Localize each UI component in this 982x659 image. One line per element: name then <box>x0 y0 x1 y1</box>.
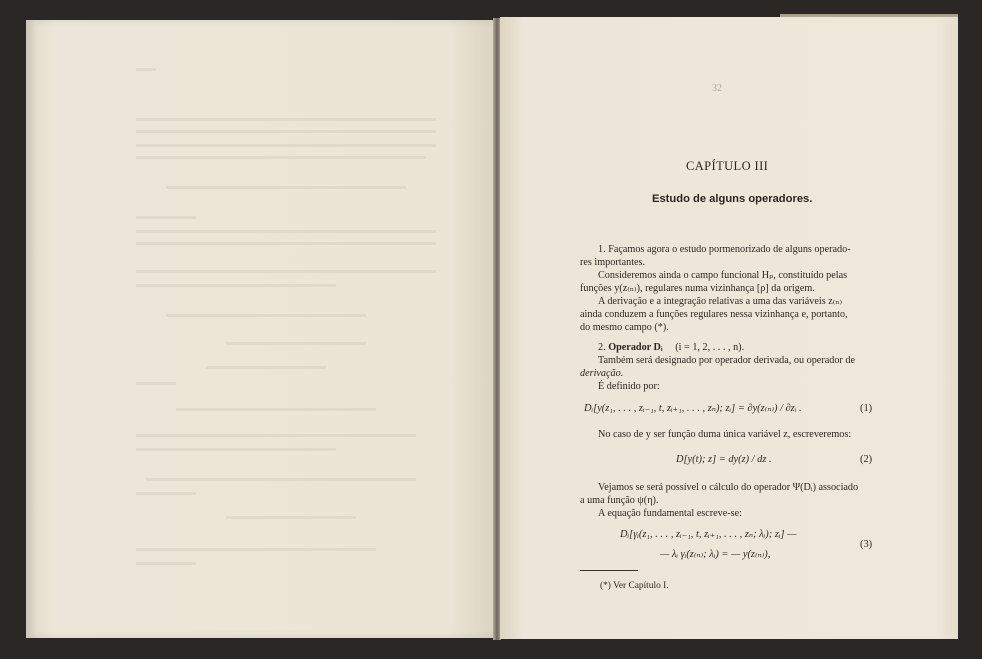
chapter-heading: CAPÍTULO III <box>686 159 769 173</box>
footnote-rule <box>580 570 638 571</box>
paragraph-line: A derivação e a integração relativas a uma das variáveis z₍ₙ₎ <box>598 296 843 307</box>
left-page-blank <box>26 20 494 638</box>
paragraph-line: Consideremos ainda o campo funcional Hₚ, constituído pelas <box>598 270 848 281</box>
paragraph-line: Também será designado por operador derivada, ou operador de <box>598 355 855 366</box>
paragraph-line: A equação fundamental escreve-se: <box>598 508 742 519</box>
footnote: (*) Ver Capítulo I. <box>600 581 669 591</box>
equation-number-1: (1) <box>860 403 873 414</box>
paragraph-line: do mesmo campo (*). <box>580 322 669 333</box>
paragraph-line: 1. Façamos agora o estudo pormenorizado de alguns operado- <box>598 244 851 255</box>
paragraph-line: ainda conduzem a funções regulares nessa vizinhança e, portanto, <box>580 309 848 320</box>
right-page <box>500 17 958 639</box>
paragraph-line: derivação. <box>580 368 624 379</box>
paragraph-line: funções y(z₍ₙ₎), regulares numa vizinhança [ρ] da origem. <box>580 283 815 294</box>
section2-heading <box>598 342 744 354</box>
page-number: 32 <box>712 83 722 94</box>
section2-number: 2. <box>598 342 606 353</box>
paragraph-line: No caso de y ser função duma única variável z, escreveremos: <box>598 429 852 440</box>
equation-number-2: (2) <box>860 454 873 465</box>
paragraph-line: É definido por: <box>598 381 660 392</box>
equation-3-line-2: — λᵢ γᵢ(z₍ₙ₎; λᵢ) = — y(z₍ₙ₎), <box>660 549 771 560</box>
section2-title: Operador Dᵢ <box>608 342 663 353</box>
section2-range: (i = 1, 2, . . . , n). <box>675 342 745 353</box>
equation-1: Dᵢ[y(z₁, . . . , zᵢ₋₁, t, zᵢ₊₁, . . . , zₙ); zᵢ] = ∂y(z₍ₙ₎) / ∂zᵢ . <box>584 403 802 414</box>
paragraph-line: a uma função ψ(η). <box>580 495 659 506</box>
equation-number-3: (3) <box>860 539 873 550</box>
paragraph-line: Vejamos se será possível o cálculo do operador Ψ(Dᵢ) associado <box>598 482 859 493</box>
equation-3-line-1: Dᵢ[γᵢ(z₁, . . . , zᵢ₋₁, t, zᵢ₊₁, . . . , zₙ; λᵢ); zᵢ] — <box>620 529 797 540</box>
paragraph-line: res importantes. <box>580 257 646 268</box>
equation-2: D[y(t); z] = dy(z) / dz . <box>676 454 772 465</box>
section-title: Estudo de alguns operadores. <box>652 193 813 205</box>
